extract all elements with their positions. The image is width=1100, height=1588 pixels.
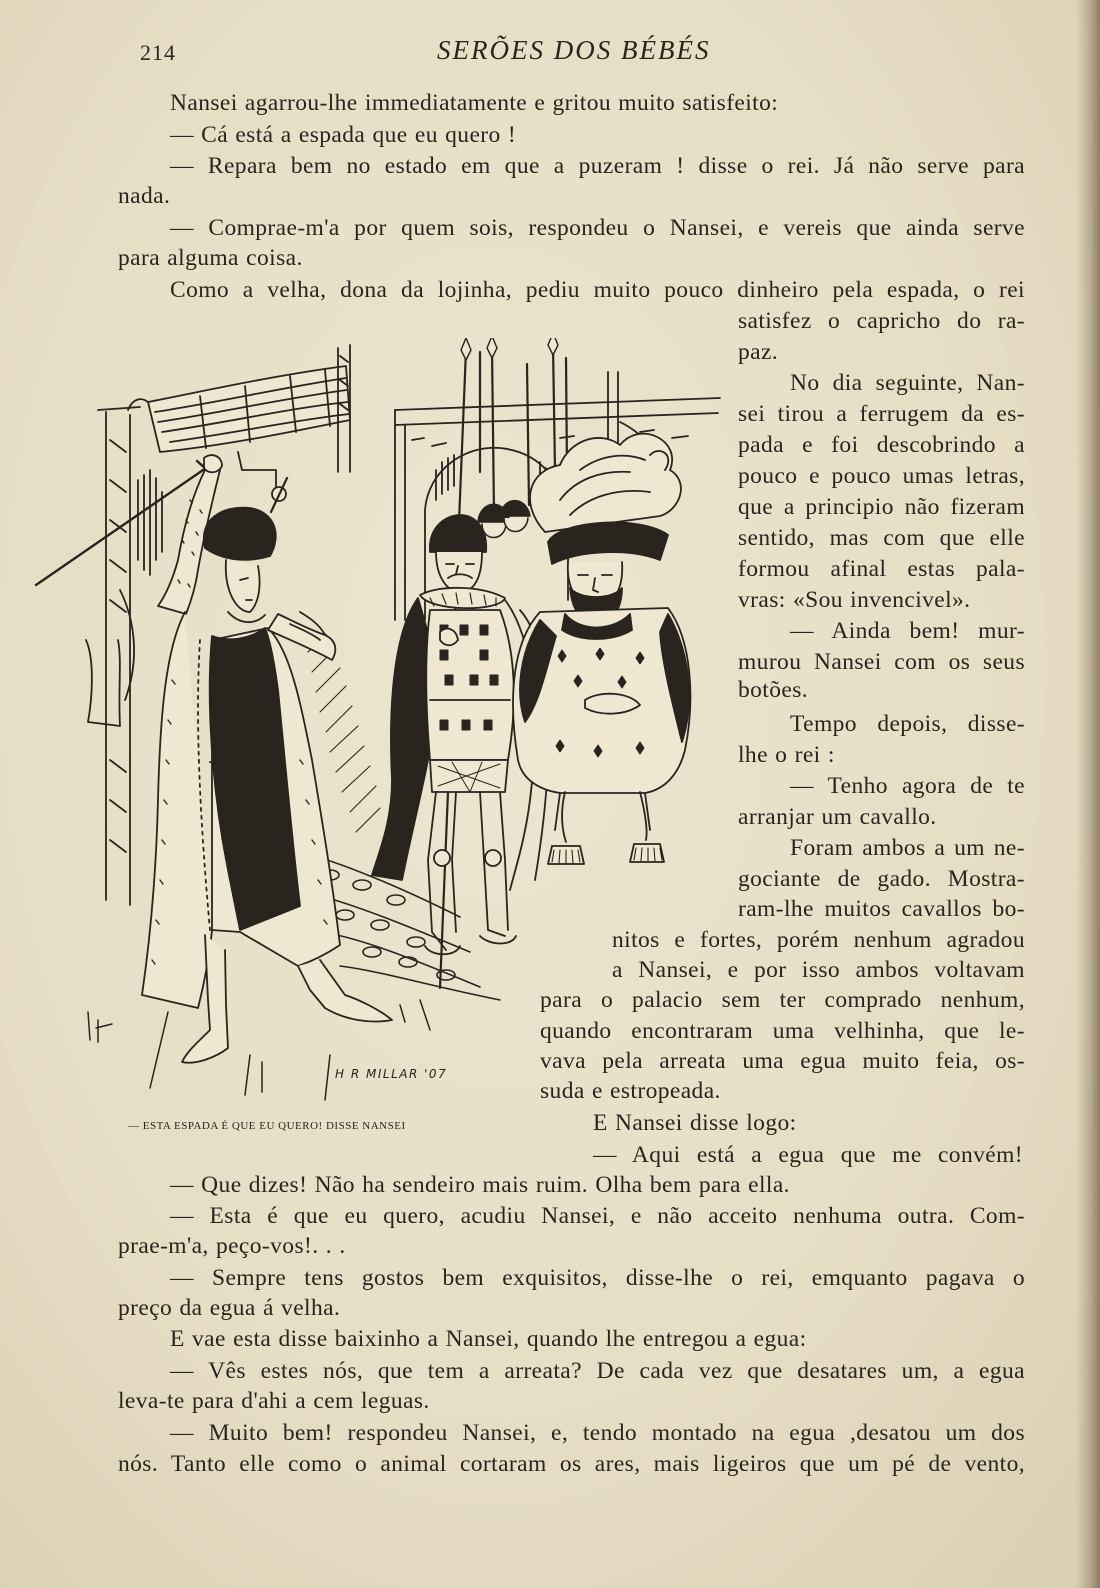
text-line: arranjar um cavallo. [738, 804, 937, 830]
text-line: — Vês estes nós, que tem a arreata? De cada vez que desatares um, a egua [170, 1358, 1025, 1384]
text-line: suda e estropeada. [540, 1078, 721, 1104]
text-line: para o palacio sem ter comprado nenhum, [540, 987, 1025, 1013]
text-line: — Sempre tens gostos bem exquisitos, disse-lhe o rei, emquanto pagava o [170, 1265, 1025, 1291]
text-line: nitos e fortes, porém nenhum agradou [612, 927, 1025, 953]
text-line: vava pela arreata uma egua muito feia, os- [540, 1048, 1025, 1074]
text-line: — Comprae-m'a por quem sois, respondeu o Nansei, e vereis que ainda serve [170, 215, 1025, 241]
text-line: Nansei agarrou-lhe immediatamente e gritou muito satisfeito: [170, 90, 779, 116]
text-line: lhe o rei : [738, 742, 835, 768]
text-line: paz. [738, 339, 779, 365]
illustration-caption: — ESTA ESPADA É QUE EU QUERO! DISSE NANSEI [128, 1120, 406, 1132]
text-line: nada. [118, 183, 171, 209]
text-line: — Aqui está a egua que me convém! [593, 1142, 1023, 1168]
page-edge-shadow [1076, 0, 1100, 1588]
running-title: SERÕES DOS BÉBÉS [437, 35, 711, 65]
text-line: prae-m'a, peço-vos!. . . [118, 1233, 346, 1259]
illustration [30, 338, 735, 1113]
text-line: — Que dizes! Não ha sendeiro mais ruim. Olha bem para ella. [170, 1172, 790, 1198]
text-line: vras: «Sou invencivel». [738, 587, 971, 613]
text-line: sei tirou a ferrugem da es- [738, 401, 1025, 427]
text-line: preço da egua á velha. [118, 1295, 341, 1321]
text-line: No dia seguinte, Nan- [790, 370, 1025, 396]
text-line: quando encontraram uma velhinha, que le- [540, 1018, 1025, 1044]
text-line: pada e foi descobrindo a [738, 432, 1025, 458]
text-line: E vae esta disse baixinho a Nansei, quando lhe entregou a egua: [170, 1326, 807, 1352]
text-line: para alguma coisa. [118, 245, 303, 271]
text-line: Como a velha, dona da lojinha, pediu muito pouco dinheiro pela espada, o rei [170, 277, 1025, 303]
text-line: — Repara bem no estado em que a puzeram ! disse o rei. Já não serve para [170, 153, 1025, 179]
text-line: ram-lhe muitos cavallos bo- [738, 896, 1025, 922]
text-line: Tempo depois, disse- [790, 711, 1025, 737]
text-line: E Nansei disse logo: [593, 1110, 797, 1136]
text-line: nós. Tanto elle como o animal cortaram os ares, mais ligeiros que um pé de vento, [118, 1451, 1025, 1477]
background-soldiers [478, 501, 530, 538]
young-man-figure [36, 455, 392, 1063]
text-line: — Tenho agora de te [790, 773, 1025, 799]
page-number: 214 [140, 40, 176, 65]
text-line: sentido, mas com que elle [738, 525, 1025, 551]
text-line: — Ainda bem! mur- [790, 618, 1025, 644]
text-line: Foram ambos a um ne- [790, 835, 1025, 861]
text-line: — Cá está a espada que eu quero ! [170, 122, 517, 148]
artist-signature: H R MILLAR '07 [335, 1067, 448, 1081]
text-line: — Esta é que eu quero, acudiu Nansei, e não acceito nenhuma outra. Com- [170, 1203, 1025, 1229]
text-line: pouco e pouco umas letras, [738, 463, 1025, 489]
text-line: a Nansei, e por isso ambos voltavam [612, 957, 1025, 983]
text-line: formou afinal estas pala- [738, 556, 1025, 582]
text-line: botões. [738, 677, 809, 703]
doorframe [86, 407, 162, 905]
text-line: satisfez o capricho do ra- [738, 308, 1025, 334]
king-figure [513, 434, 690, 864]
text-line: que a principio não fizeram [738, 494, 1025, 520]
text-line: gociante de gado. Mostra- [738, 866, 1025, 892]
awning [128, 366, 350, 512]
text-line: murou Nansei com os seus [738, 649, 1025, 675]
text-line: — Muito bem! respondeu Nansei, e, tendo montado na egua ,desatou um dos [170, 1420, 1025, 1446]
text-line: leva-te para d'ahi a cem leguas. [118, 1388, 430, 1414]
